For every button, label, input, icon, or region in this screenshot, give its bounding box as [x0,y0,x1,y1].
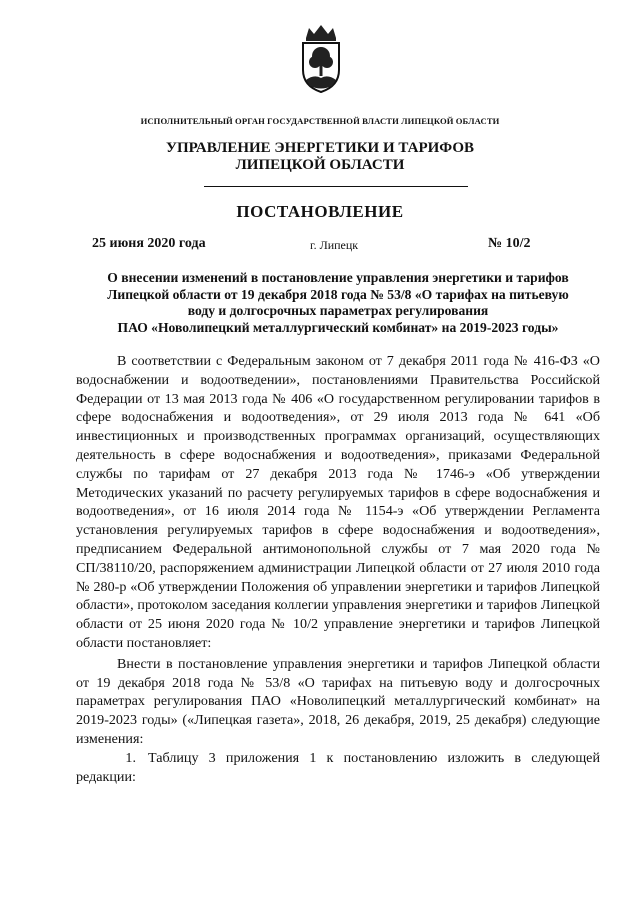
header-divider [204,186,468,187]
list-item-number: 1. [125,749,136,766]
resolution-paragraph: Внести в постановление управления энергетики и тарифов Липецкой области от 19 декабря 2018 года № 53/8 «О тарифах на питьевую воду и долгосрочных параметрах регулирования ПАО «Новолипецкий металлургический комбинат» на 2019-2023 годы» («Липецкая газета», 2018, 26 декабря, 2019, 25 декабря) следующие изменения: [76,655,600,747]
lipetsk-coat-of-arms-icon [298,22,344,94]
subject-line: О внесении изменений в постановление управления энергетики и тарифов [107,270,569,285]
subject-line: ПАО «Новолипецкий металлургический комбинат» на 2019-2023 годы» [117,319,559,335]
document-date: 25 июня 2020 года [92,236,206,251]
list-item-text: Таблицу 3 приложения 1 к постановлению изложить в следующей редакции: [76,749,600,785]
department-name [0,140,640,174]
department-line: УПРАВЛЕНИЕ ЭНЕРГЕТИКИ И ТАРИФОВ [165,140,475,156]
document-city: г. Липецк [310,238,359,252]
preamble-paragraph: В соответствии с Федеральным законом от 7 декабря 2011 года № 416-ФЗ «О водоснабжении и водоотведении», постановлениями Правительства Российской Федерации от 13 мая 2013 года № 406 «О государственном регулировании тарифов в сфере водоснабжения и водоотведения», от 29 июля 2013 года № 641 «Об инвестиционных и производственных программах организаций, осуществляющих деятельность в сфере водоснабжения и водоотведения», приказами Федеральной службы по тарифам от 27 декабря 2013 года № 1746-э «Об утверждении Методических указаний по расчету регулируемых тарифов в сфере водоснабжения и водоотведения», от 16 июля 2014 года № 1154-э «Об утверждении Регламента установления регулируемых тарифов в сфере водоснабжения и водоотведения», предписанием Федеральной антимонопольной службы от 7 мая 2020 года № СП/38110/20, распоряжением администрации Липецкой области от 27 июля 2010 года № 280-р «Об утверждении Положения об управлении энергетики и тарифов Липецкой области», протоколом заседания коллегии управления энергетики и тарифов Липецкой области от 25 июня 2020 года № 10/2 управление энергетики и тарифов Липецкой области постановляет: [76,353,600,651]
organization-name: ИСПОЛНИТЕЛЬНЫЙ ОРГАН ГОСУДАРСТВЕННОЙ ВЛАСТИ ЛИПЕЦКОЙ ОБЛАСТИ [140,116,500,126]
document-subject [76,270,600,336]
list-item [76,749,600,787]
department-line: ЛИПЕЦКОЙ ОБЛАСТИ [235,157,405,173]
document-type: ПОСТАНОВЛЕНИЕ [236,202,404,221]
document-body [76,352,600,786]
document-number: № 10/2 [488,236,531,251]
subject-line: Липецкой области от 19 декабря 2018 года № 53/8 «О тарифах на питьевую [107,286,569,302]
subject-line: воду и долгосрочных параметрах регулирования [187,303,489,318]
